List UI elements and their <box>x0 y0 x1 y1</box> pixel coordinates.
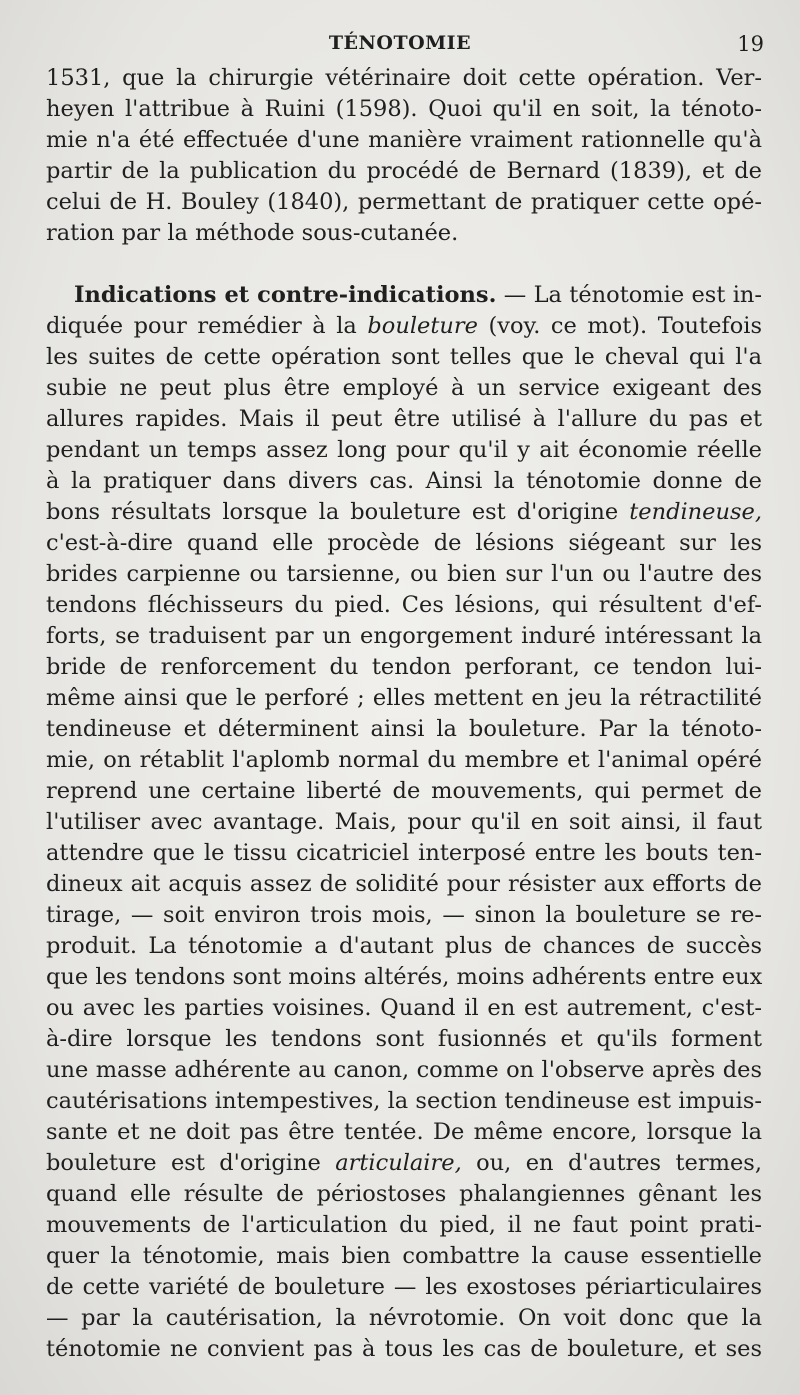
text-line: mouvements de l'articulation du pied, il ne faut point prati- <box>46 1212 762 1238</box>
text-run: diquée pour remédier à la <box>46 313 368 339</box>
text-line: pendant un temps assez long pour qu'il y ait économie réelle <box>46 437 762 463</box>
page-header <box>0 30 800 60</box>
text-line: dineux ait acquis assez de solidité pour résister aux efforts de <box>46 871 762 897</box>
text-line: mie n'a été effectuée d'une manière vraiment rationnelle qu'à <box>46 127 762 153</box>
text-line <box>46 497 762 528</box>
text-line: à-dire lorsque les tendons sont fusionnés et qu'ils forment <box>46 1026 762 1052</box>
text-line: celui de H. Bouley (1840), permettant de pratiquer cette opé- <box>46 189 762 215</box>
italic-term: articulaire, <box>335 1150 462 1176</box>
text-line: les suites de cette opération sont telles que le cheval qui l'a <box>46 344 762 370</box>
text-line: même ainsi que le perforé ; elles mettent en jeu la rétractilité <box>46 685 762 711</box>
text-line: forts, se traduisent par un engorgement induré intéressant la <box>46 623 762 649</box>
text-line: ténotomie ne convient pas à tous les cas de bouleture, et ses <box>46 1336 762 1362</box>
text-run: ou, en d'autres termes, <box>461 1150 762 1176</box>
text-line: de cette variété de bouleture — les exostoses périarticulaires <box>46 1274 762 1300</box>
text-line: ou avec les parties voisines. Quand il en est autrement, c'est- <box>46 995 762 1021</box>
text-run: bouleture est d'origine <box>46 1150 336 1176</box>
italic-term: bouleture <box>367 313 478 339</box>
text-line: heyen l'attribue à Ruini (1598). Quoi qu'il en soit, la ténoto- <box>46 96 762 122</box>
italic-term: tendineuse, <box>629 499 762 525</box>
text-line: l'utiliser avec avantage. Mais, pour qu'il en soit ainsi, il faut <box>46 809 762 835</box>
section-heading: Indications et contre-indications. <box>74 282 497 308</box>
running-title: TÉNOTOMIE <box>328 32 472 54</box>
page-number: 19 <box>737 32 764 56</box>
text-run: — La ténotomie est in- <box>496 282 762 308</box>
paragraph-gap <box>46 249 762 280</box>
text-line: quand elle résulte de périostoses phalangiennes gênant les <box>46 1181 762 1207</box>
text-line: tendons fléchisseurs du pied. Ces lésions, qui résultent d'ef- <box>46 592 762 618</box>
text-line: à la pratiquer dans divers cas. Ainsi la ténotomie donne de <box>46 468 762 494</box>
text-line: quer la ténotomie, mais bien combattre la cause essentielle <box>46 1243 762 1269</box>
text-line: tendineuse et déterminent ainsi la bouleture. Par la ténoto- <box>46 716 762 742</box>
text-line: c'est-à-dire quand elle procède de lésions siégeant sur les <box>46 530 762 556</box>
body-text <box>46 63 762 1365</box>
text-line <box>46 280 762 311</box>
text-line <box>46 1148 762 1179</box>
text-line: tirage, — soit environ trois mois, — sinon la bouleture se re- <box>46 902 762 928</box>
text-line: 1531, que la chirurgie vétérinaire doit cette opération. Ver- <box>46 65 762 91</box>
text-line: bride de renforcement du tendon perforant, ce tendon lui- <box>46 654 762 680</box>
text-line: mie, on rétablit l'aplomb normal du membre et l'animal opéré <box>46 747 762 773</box>
text-run: bons résultats lorsque la bouleture est d'origine <box>46 499 630 525</box>
text-run: (voy. ce mot). Toutefois <box>477 313 762 339</box>
text-line: reprend une certaine liberté de mouvements, qui permet de <box>46 778 762 804</box>
text-line: subie ne peut plus être employé à un service exigeant des <box>46 375 762 401</box>
text-line: une masse adhérente au canon, comme on l'observe après des <box>46 1057 762 1083</box>
text-line: — par la cautérisation, la névrotomie. On voit donc que la <box>46 1305 762 1331</box>
text-line: ration par la méthode sous-cutanée. <box>46 220 459 246</box>
text-line: attendre que le tissu cicatriciel interposé entre les bouts ten- <box>46 840 762 866</box>
text-line <box>46 311 762 342</box>
text-line: cautérisations intempestives, la section tendineuse est impuis- <box>46 1088 762 1114</box>
text-line: produit. La ténotomie a d'autant plus de chances de succès <box>46 933 762 959</box>
text-line: partir de la publication du procédé de Bernard (1839), et de <box>46 158 762 184</box>
paragraph-indications <box>46 280 762 1365</box>
text-line: brides carpienne ou tarsienne, ou bien sur l'un ou l'autre des <box>46 561 762 587</box>
text-line: sante et ne doit pas être tentée. De même encore, lorsque la <box>46 1119 762 1145</box>
paragraph-history <box>46 63 762 249</box>
text-line: allures rapides. Mais il peut être utilisé à l'allure du pas et <box>46 406 762 432</box>
text-line: que les tendons sont moins altérés, moins adhérents entre eux <box>46 964 762 990</box>
